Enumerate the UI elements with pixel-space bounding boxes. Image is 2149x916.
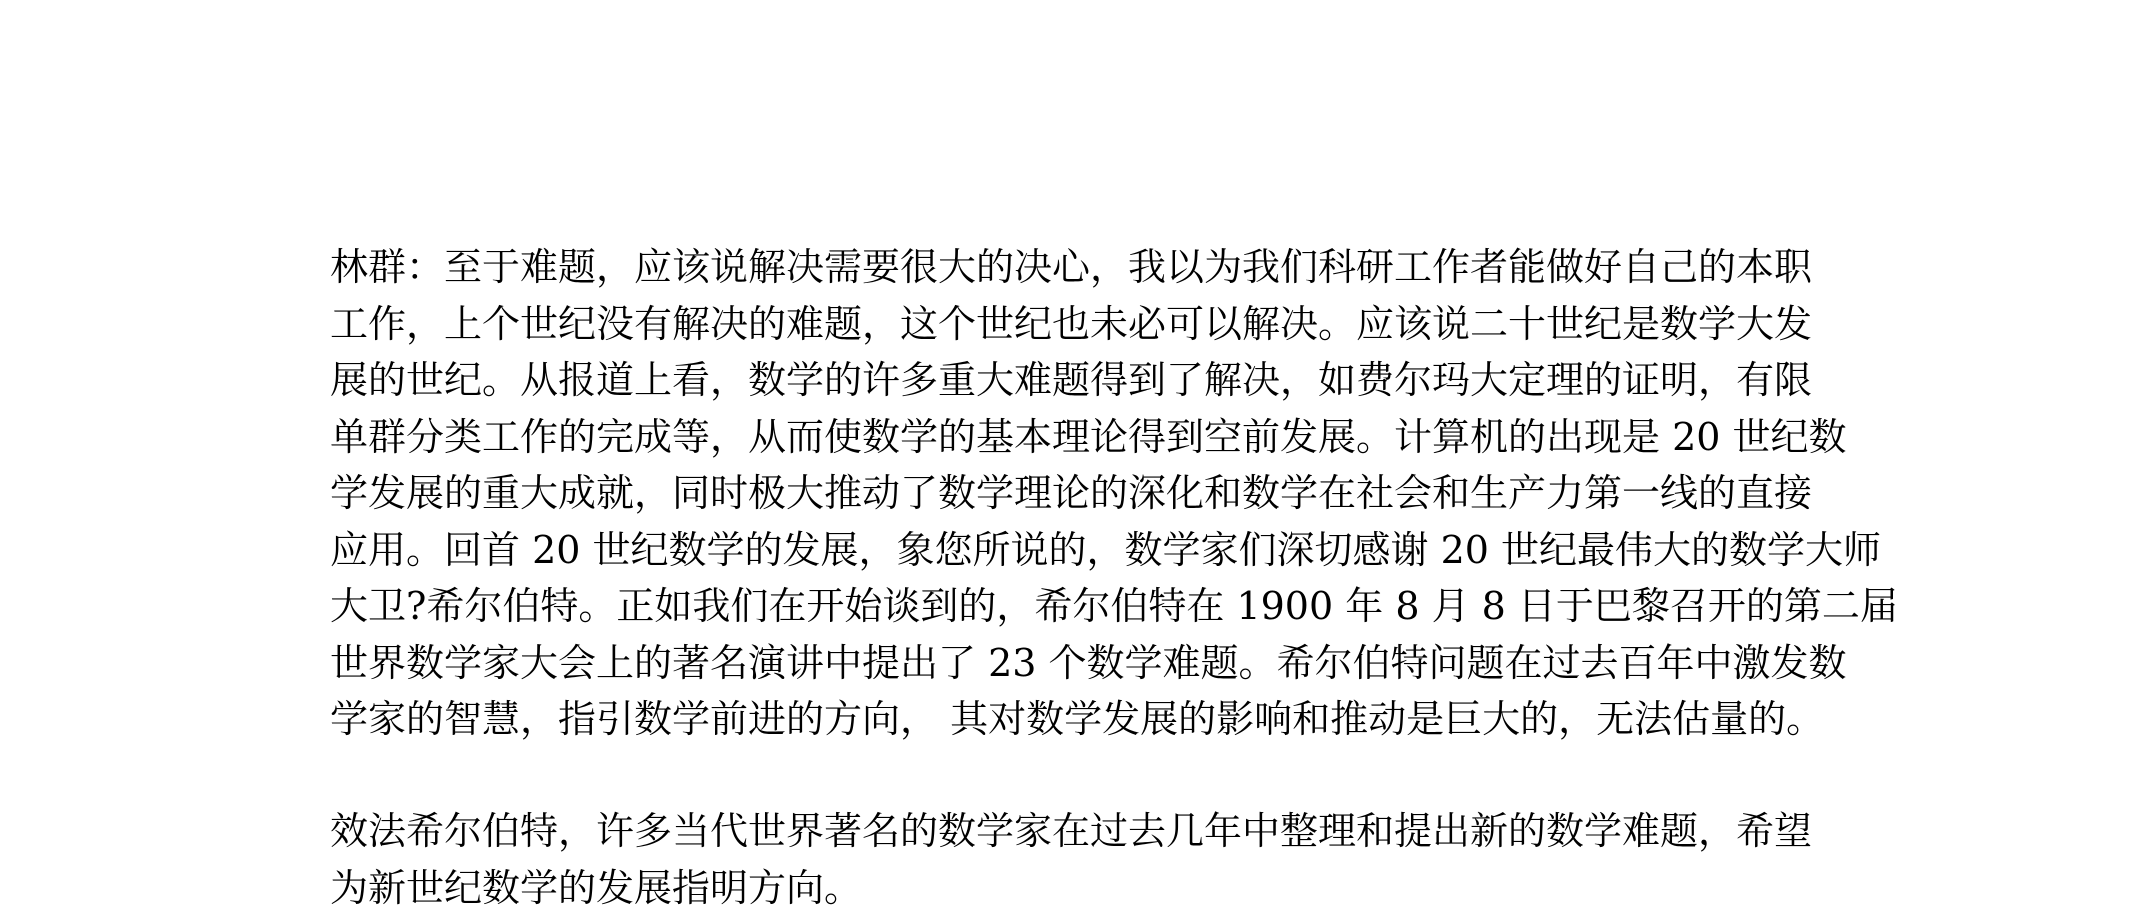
text-line: 学发展的重大成就，同时极大推动了数学理论的深化和数学在社会和生产力第一线的直接 — [330, 465, 1850, 522]
text-line: 应用。回首 20 世纪数学的发展，象您所说的，数学家们深切感谢 20 世纪最伟大的数学大师 — [330, 522, 1850, 579]
text-line: 世界数学家大会上的著名演讲中提出了 23 个数学难题。希尔伯特问题在过去百年中激发数 — [330, 635, 1850, 692]
text-line: 为新世纪数学的发展指明方向。 — [330, 860, 1850, 916]
text-line: 大卫?希尔伯特。正如我们在开始谈到的，希尔伯特在 1900 年 8 月 8 日于巴黎召开的第二届 — [330, 578, 1850, 635]
paragraph-hilbert-followers — [330, 803, 1850, 916]
text-line: 单群分类工作的完成等，从而使数学的基本理论得到空前发展。计算机的出现是 20 世纪数 — [330, 409, 1850, 466]
text-line: 学家的智慧，指引数学前进的方向， 其对数学发展的影响和推动是巨大的，无法估量的。 — [330, 691, 1850, 748]
paragraph-lin-qun-statement — [330, 239, 1850, 748]
text-line: 展的世纪。从报道上看，数学的许多重大难题得到了解决，如费尔玛大定理的证明，有限 — [330, 352, 1850, 409]
text-line: 工作，上个世纪没有解决的难题，这个世纪也未必可以解决。应该说二十世纪是数学大发 — [330, 296, 1850, 353]
text-line: 林群：至于难题，应该说解决需要很大的决心，我以为我们科研工作者能做好自己的本职 — [330, 239, 1850, 296]
text-line: 效法希尔伯特，许多当代世界著名的数学家在过去几年中整理和提出新的数学难题，希望 — [330, 803, 1850, 860]
